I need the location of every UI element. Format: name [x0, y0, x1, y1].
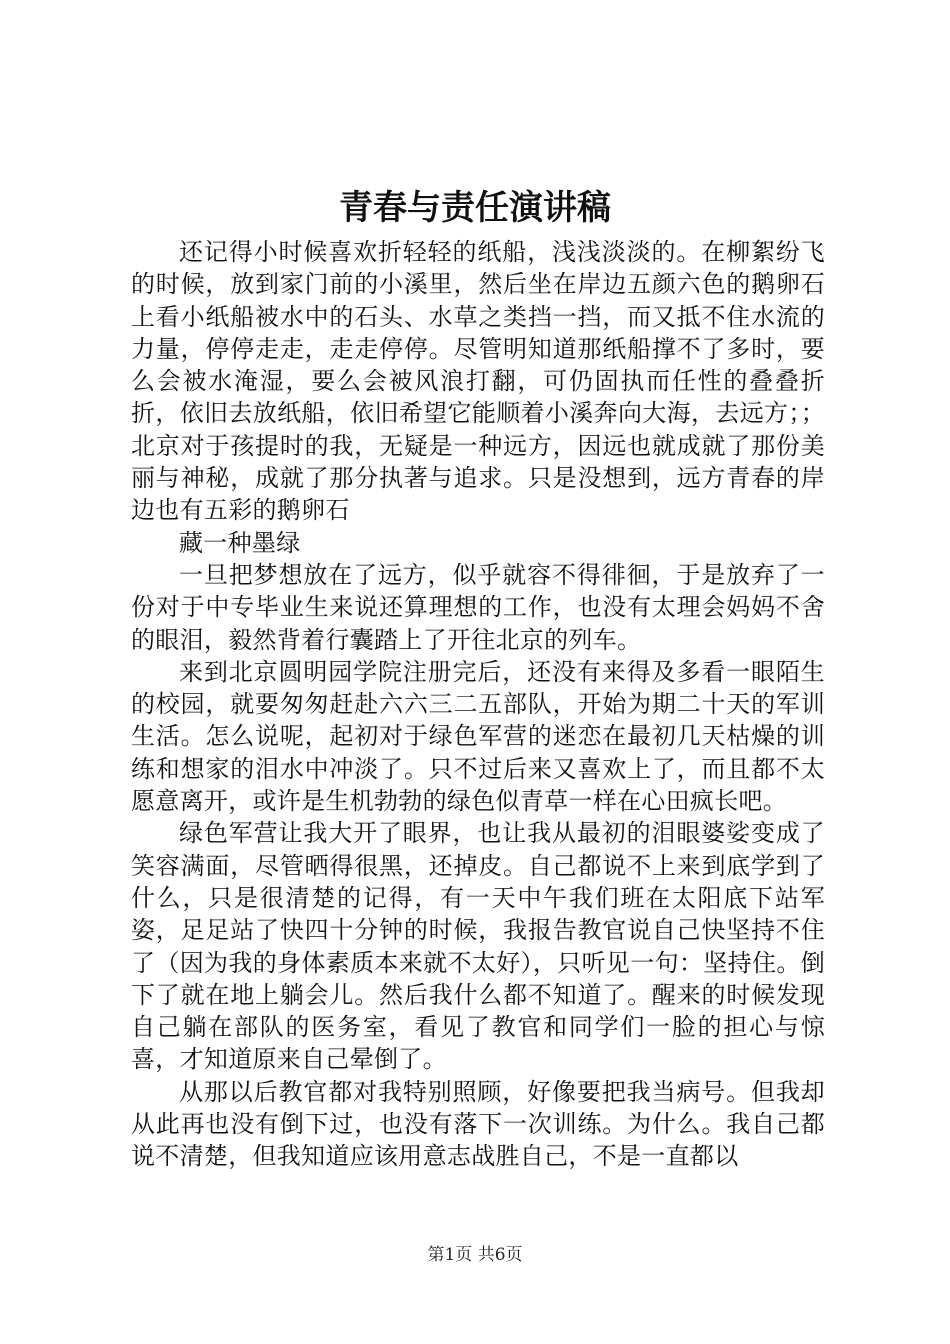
paragraph: 一旦把梦想放在了远方，似乎就容不得徘徊，于是放弃了一份对于中专毕业生来说还算理想的工作，也没有太理会妈妈不舍的眼泪，毅然背着行囊踏上了开往北京的列车。 — [131, 560, 825, 654]
paragraph: 从那以后教官都对我特别照顾，好像要把我当病号。但我却从此再也没有倒下过，也没有落下一次训练。为什么。我自己都说不清楚，但我知道应该用意志战胜自己，不是一直都以 — [131, 1077, 825, 1171]
page-number-footer: 第1页 共6页 — [427, 1245, 523, 1265]
document-title: 青春与责任演讲稿 — [339, 188, 611, 228]
paragraph: 来到北京圆明园学院注册完后，还没有来得及多看一眼陌生的校园，就要匆匆赶赴六六三二五部队，开始为期二十天的军训生活。怎么说呢，起初对于绿色军营的迷恋在最初几天枯燥的训练和想家的泪水中冲淡了。只不过后来又喜欢上了，而且都不太愿意离开，或许是生机勃勃的绿色似青草一样在心田疯长吧。 — [131, 657, 825, 816]
paragraph: 绿色军营让我大开了眼界，也让我从最初的泪眼婆娑变成了笑容满面，尽管晒得很黑，还掉皮。自己都说不上来到底学到了什么，只是很清楚的记得，有一天中午我们班在太阳底下站军姿，足足站了快四十分钟的时候，我报告教官说自己快坚持不住了（因为我的身体素质本来就不太好），只听见一句：坚持住。倒下了就在地上躺会儿。然后我什么都不知道了。醒来的时候发现自己躺在部队的医务室，看见了教官和同学们一脸的担心与惊喜，才知道原来自己晕倒了。 — [131, 819, 825, 1074]
document-body — [131, 236, 825, 1173]
paragraph: 藏一种墨绿 — [179, 528, 301, 557]
paragraph: 还记得小时候喜欢折轻轻的纸船，浅浅淡淡的。在柳絮纷飞的时候，放到家门前的小溪里，然后坐在岸边五颜六色的鹅卵石上看小纸船被水中的石头、水草之类挡一挡，而又抵不住水流的力量，停停走走，走走停停。尽管明知道那纸船撑不了多时，要么会被水淹湿，要么会被风浪打翻，可仍固执而任性的叠叠折折，依旧去放纸船，依旧希望它能顺着小溪奔向大海，去远方；；北京对于孩提时的我，无疑是一种远方，因远也就成就了那份美丽与神秘，成就了那分执著与追求。只是没想到，远方青春的岸边也有五彩的鹅卵石 — [131, 238, 825, 525]
